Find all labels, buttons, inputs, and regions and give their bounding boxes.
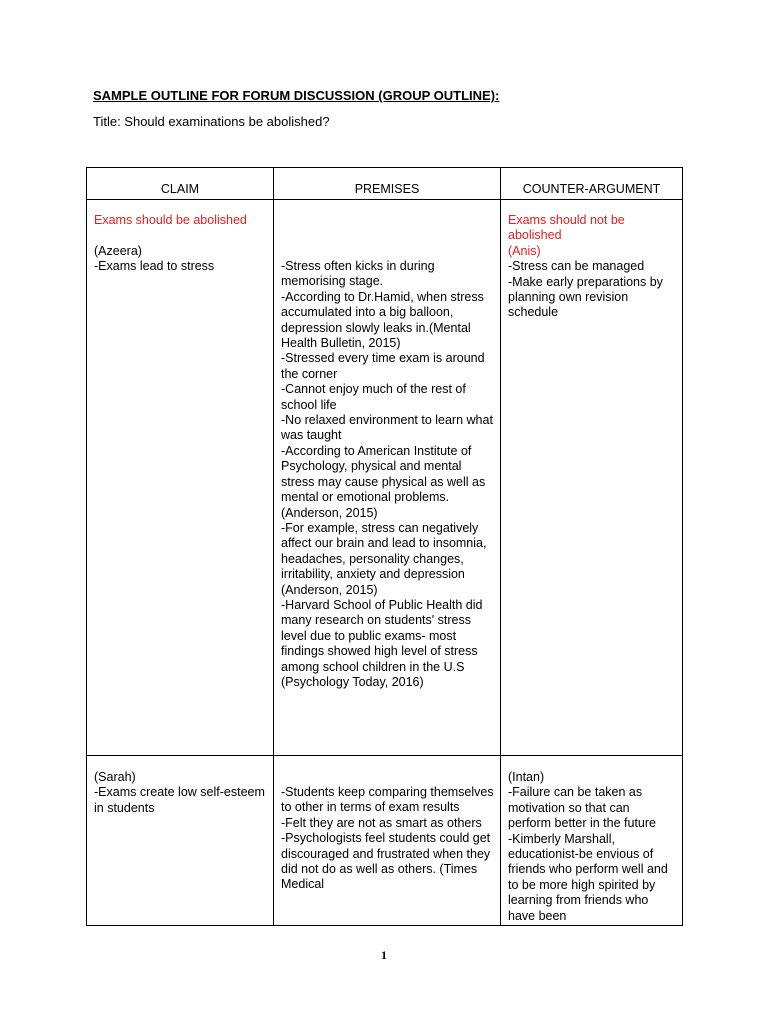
header-cell-premises: PREMISES — [274, 168, 501, 200]
claim-position: Exams should be abolished — [94, 213, 247, 227]
counter-point: -Stress can be managed — [508, 259, 645, 274]
counter-point: -Failure can be taken as motivation so that can perform better in the future — [508, 785, 656, 831]
counter-position: Exams should not be abolished — [508, 213, 625, 243]
claim-cell — [87, 756, 274, 926]
premise-item: -According to American Institute of Psychology, physical and mental stress may cause physical as well as mental or emotional problems. (Anderson, 2015) — [281, 443, 486, 520]
claim-author: (Azeera) — [94, 243, 142, 258]
counter-author: (Intan) — [508, 770, 545, 784]
premises-cell — [274, 756, 501, 926]
premise-item: -Harvard School of Public Health did many research on students' stress level due to public exams- most findings showed high level of stress among school children in the U.S (Psychology Today, 2016) — [281, 597, 483, 689]
premise-item: -Stressed every time exam is around the corner — [281, 351, 485, 381]
premise-item: -According to Dr.Hamid, when stress accumulated into a big balloon, depression slowly leaks in.(Mental Health Bulletin, 2015) — [281, 289, 484, 351]
counter-argument-cell — [501, 756, 683, 926]
outline-table — [86, 167, 683, 926]
counter-point: -Kimberly Marshall, educationist-be envious of friends who perform well and to be more high spirited by learning from friends who have been — [508, 831, 668, 923]
claim-cell — [87, 200, 274, 756]
table-header-row — [87, 168, 683, 200]
premise-item: -No relaxed environment to learn what was taught — [281, 413, 493, 443]
counter-author: (Anis) — [508, 243, 541, 258]
table-row — [87, 200, 683, 756]
premise-item: -Psychologists feel students could get discouraged and frustrated when they did not do as well as others. (Times Medical — [281, 831, 491, 892]
claim-point: -Exams create low self-esteem in students — [94, 785, 265, 815]
page-number: 1 — [381, 948, 387, 962]
premise-item: -Students keep comparing themselves to other in terms of exam results — [281, 785, 494, 815]
table-row — [87, 756, 683, 926]
premise-item: -Cannot enjoy much of the rest of school life — [281, 382, 466, 412]
premise-item: -Felt they are not as smart as others — [281, 815, 482, 830]
document-title: Title: Should examinations be abolished? — [93, 114, 330, 129]
document-heading: SAMPLE OUTLINE FOR FORUM DISCUSSION (GROUP OUTLINE): — [93, 88, 500, 103]
claim-point: -Exams lead to stress — [94, 259, 215, 274]
claim-author: (Sarah) — [94, 770, 136, 784]
header-cell-claim: CLAIM — [87, 168, 274, 200]
premise-item: -Stress often kicks in during memorising stage. — [281, 259, 435, 289]
premise-item: -For example, stress can negatively affect our brain and lead to insomnia, headaches, personality changes, irritability, anxiety and depression (Anderson, 2015) — [281, 520, 487, 597]
counter-point: -Make early preparations by planning own revision schedule — [508, 274, 663, 320]
premises-cell — [274, 200, 501, 756]
counter-argument-cell — [501, 200, 683, 756]
header-cell-counter-argument: COUNTER-ARGUMENT — [501, 168, 683, 200]
